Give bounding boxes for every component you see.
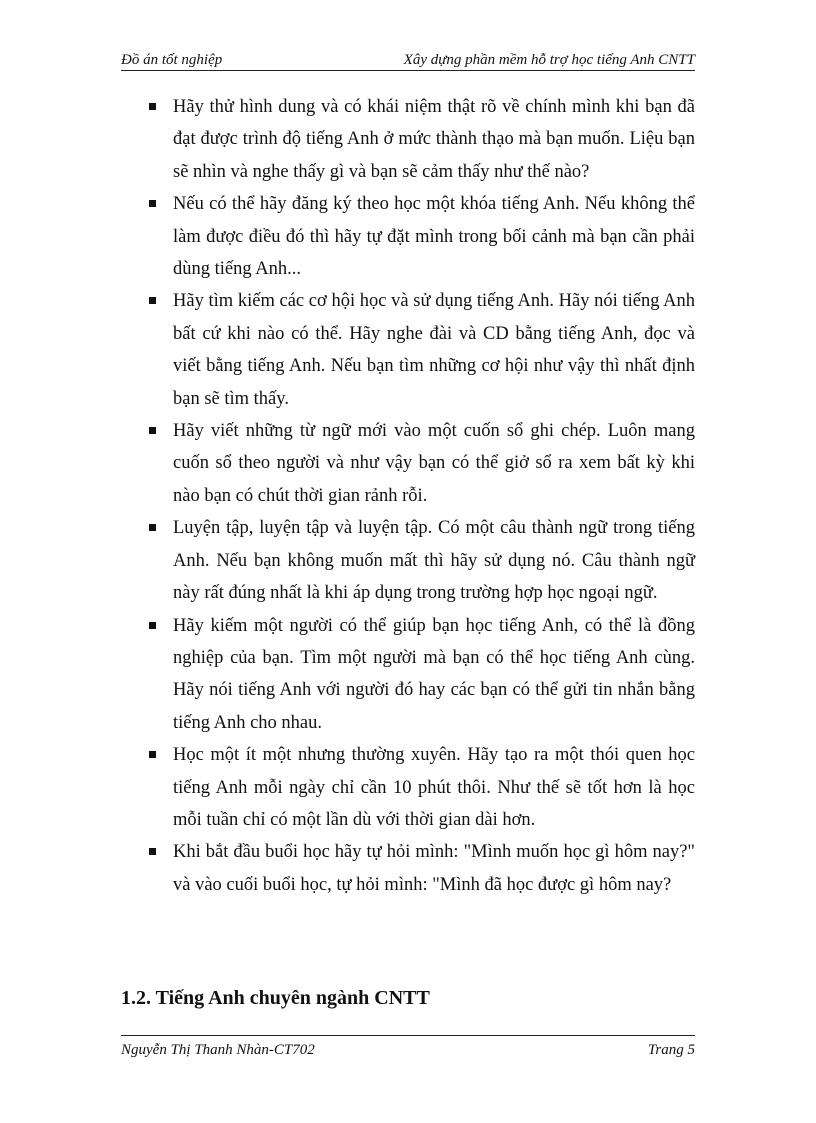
- header-left-text: Đồ án tốt nghiệp: [121, 52, 223, 68]
- list-item: [121, 285, 695, 415]
- square-bullet-icon: [149, 200, 156, 207]
- list-item: [121, 836, 695, 901]
- header-right-text: Xây dựng phần mềm hỗ trợ học tiếng Anh CNTT: [403, 52, 695, 68]
- list-item-text: Nếu có thể hãy đăng ký theo học một khóa tiếng Anh. Nếu không thể làm được điều đó thì hãy tự đặt mình trong bối cảnh mà bạn cần phải dùng tiếng Anh...: [173, 194, 695, 280]
- page-footer: [121, 1040, 695, 1060]
- list-item-text: Hãy tìm kiếm các cơ hội học và sử dụng tiếng Anh. Hãy nói tiếng Anh bất cứ khi nào có thể. Hãy nghe đài và CD bằng tiếng Anh, đọc và viết bằng tiếng Anh. Nếu bạn tìm những cơ hội như vậy thì nhất định bạn sẽ tìm thấy.: [173, 291, 695, 409]
- square-bullet-icon: [149, 622, 156, 629]
- square-bullet-icon: [149, 427, 156, 434]
- square-bullet-icon: [149, 297, 156, 304]
- list-item-text: Hãy viết những từ ngữ mới vào một cuốn sổ ghi chép. Luôn mang cuốn sổ theo người và như vậy bạn có thể giở sổ ra xem bất kỳ khi nào bạn có chút thời gian rảnh rỗi.: [173, 421, 695, 506]
- square-bullet-icon: [149, 524, 156, 531]
- header-rule: [121, 70, 695, 71]
- footer-rule: [121, 1035, 695, 1036]
- list-item: [121, 415, 695, 512]
- list-item: [121, 188, 695, 285]
- list-item-text: Hãy thử hình dung và có khái niệm thật rõ về chính mình khi bạn đã đạt được trình độ tiếng Anh ở mức thành thạo mà bạn muốn. Liệu bạn sẽ nhìn và nghe thấy gì và bạn sẽ cảm thấy như thế nào?: [173, 97, 695, 182]
- list-item-text: Khi bắt đầu buổi học hãy tự hỏi mình: "Mình muốn học gì hôm nay?" và vào cuối buổi học, tự hỏi mình: "Mình đã học được gì hôm nay?: [173, 842, 695, 895]
- square-bullet-icon: [149, 848, 156, 855]
- footer-author-text: Nguyễn Thị Thanh Nhàn-CT702: [121, 1042, 315, 1058]
- list-item-text: Hãy kiếm một người có thể giúp bạn học tiếng Anh, có thể là đồng nghiệp của bạn. Tìm một người mà bạn có thể học tiếng Anh cùng. Hãy nói tiếng Anh với người đó hay các bạn có thể gửi tin nhắn bằng tiếng Anh cho nhau.: [173, 615, 695, 733]
- page-content: [121, 91, 695, 901]
- list-item: [121, 91, 695, 188]
- list-item-text: Luyện tập, luyện tập và luyện tập. Có một câu thành ngữ trong tiếng Anh. Nếu bạn không muốn mất thì hãy sử dụng nó. Câu thành ngữ này rất đúng nhất là khi áp dụng trong trường hợp học ngoại ngữ.: [173, 518, 695, 604]
- page-header: [121, 50, 695, 70]
- square-bullet-icon: [149, 103, 156, 110]
- section-heading: 1.2. Tiếng Anh chuyên ngành CNTT: [121, 987, 430, 1009]
- square-bullet-icon: [149, 751, 156, 758]
- bullet-list: [121, 91, 695, 901]
- list-item: [121, 739, 695, 836]
- list-item: [121, 610, 695, 740]
- list-item: [121, 512, 695, 609]
- page-number: Trang 5: [647, 1042, 695, 1058]
- list-item-text: Học một ít một nhưng thường xuyên. Hãy tạo ra một thói quen học tiếng Anh mỗi ngày chỉ cần 10 phút thôi. Như thế sẽ tốt hơn là học mỗi tuần chỉ có một lần dù với thời gian dài hơn.: [173, 745, 695, 830]
